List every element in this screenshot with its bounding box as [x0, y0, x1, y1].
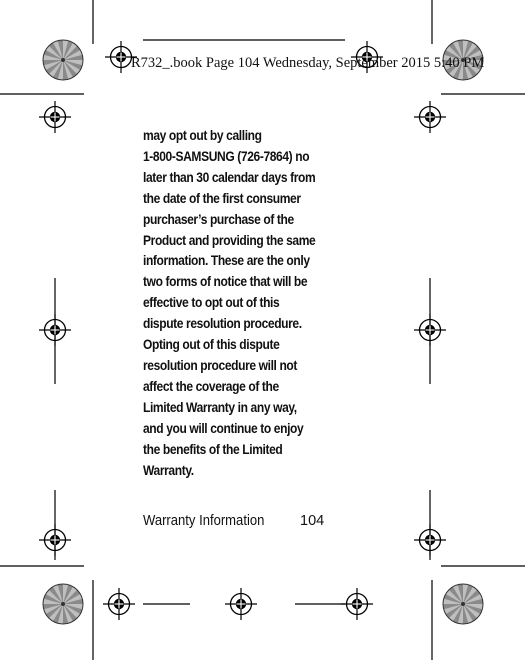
paragraph-line: Opting out of this dispute — [143, 336, 280, 353]
book-stamp: R732_.book Page 104 Wednesday, September 2015 5:40 PM — [131, 55, 485, 71]
paragraph-line: purchaser’s purchase of the — [143, 210, 294, 227]
paragraph-line: effective to opt out of this — [143, 294, 280, 311]
paragraph-line: and you will continue to enjoy — [143, 419, 304, 436]
paragraph-line: the benefits of the Limited — [143, 440, 283, 457]
paragraph-line: two forms of notice that will be — [143, 273, 308, 290]
paragraph-line: resolution procedure will not — [143, 356, 298, 373]
paragraph-line: Product and providing the same — [143, 231, 316, 248]
paragraph-line: dispute resolution procedure. — [143, 315, 302, 332]
paragraph-line: may opt out by calling — [143, 127, 262, 143]
warranty-paragraph — [143, 125, 315, 480]
registration-target-icon — [39, 524, 446, 620]
paragraph-line: 1-800-SAMSUNG (726-7864) no — [143, 147, 310, 164]
paragraph-line: later than 30 calendar days from — [143, 168, 316, 185]
paragraph-line: affect the coverage of the — [143, 377, 279, 394]
paragraph-line: Limited Warranty in any way, — [143, 398, 297, 415]
page-number: 104 — [300, 513, 325, 529]
paragraph-line: the date of the first consumer — [143, 189, 301, 206]
paragraph-line: Warranty. — [143, 461, 194, 478]
footer-section-title: Warranty Information — [143, 513, 265, 529]
paragraph-line: information. These are the only — [143, 252, 310, 269]
